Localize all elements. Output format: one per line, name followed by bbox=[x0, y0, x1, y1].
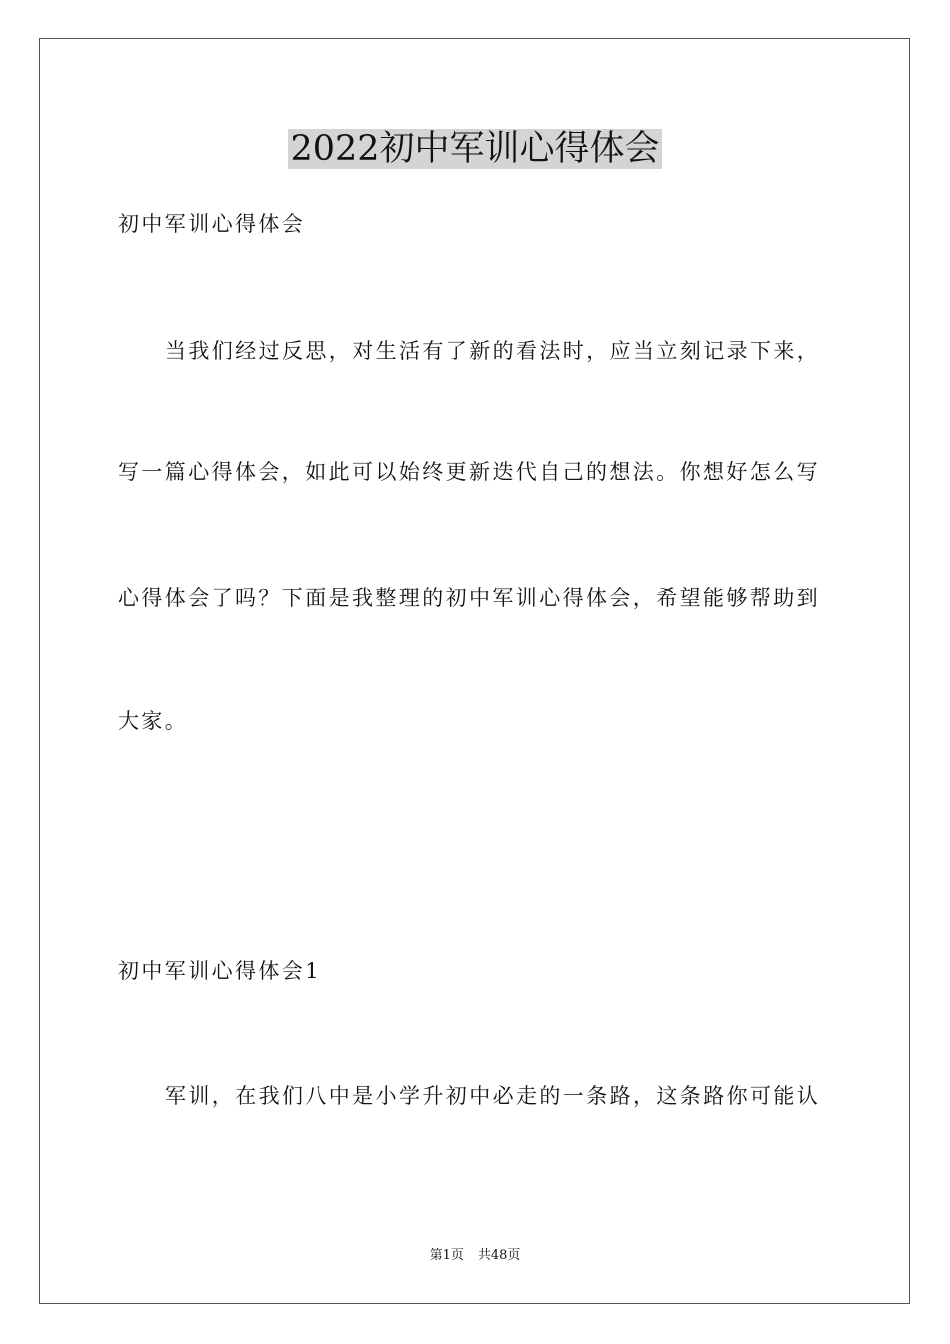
page-number: 第1页 bbox=[429, 1248, 464, 1263]
paragraph-line: 军训，在我们八中是小学升初中必走的一条路，这条路你可能认 bbox=[165, 1084, 821, 1108]
page-footer bbox=[0, 1247, 950, 1265]
section-heading: 初中军训心得体会1 bbox=[118, 959, 321, 983]
document-title-text: 2022初中军训心得体会 bbox=[290, 129, 660, 169]
page-total: 共48页 bbox=[477, 1248, 521, 1263]
document-title bbox=[0, 126, 950, 172]
paragraph-line: 心得体会了吗？下面是我整理的初中军训心得体会，希望能够帮助到 bbox=[118, 586, 820, 610]
paragraph-line: 大家。 bbox=[118, 709, 189, 733]
paragraph-line: 当我们经过反思，对生活有了新的看法时，应当立刻记录下来， bbox=[165, 339, 821, 363]
paragraph-line: 写一篇心得体会，如此可以始终更新迭代自己的想法。你想好怎么写 bbox=[118, 460, 820, 484]
document-subtitle: 初中军训心得体会 bbox=[118, 212, 306, 236]
